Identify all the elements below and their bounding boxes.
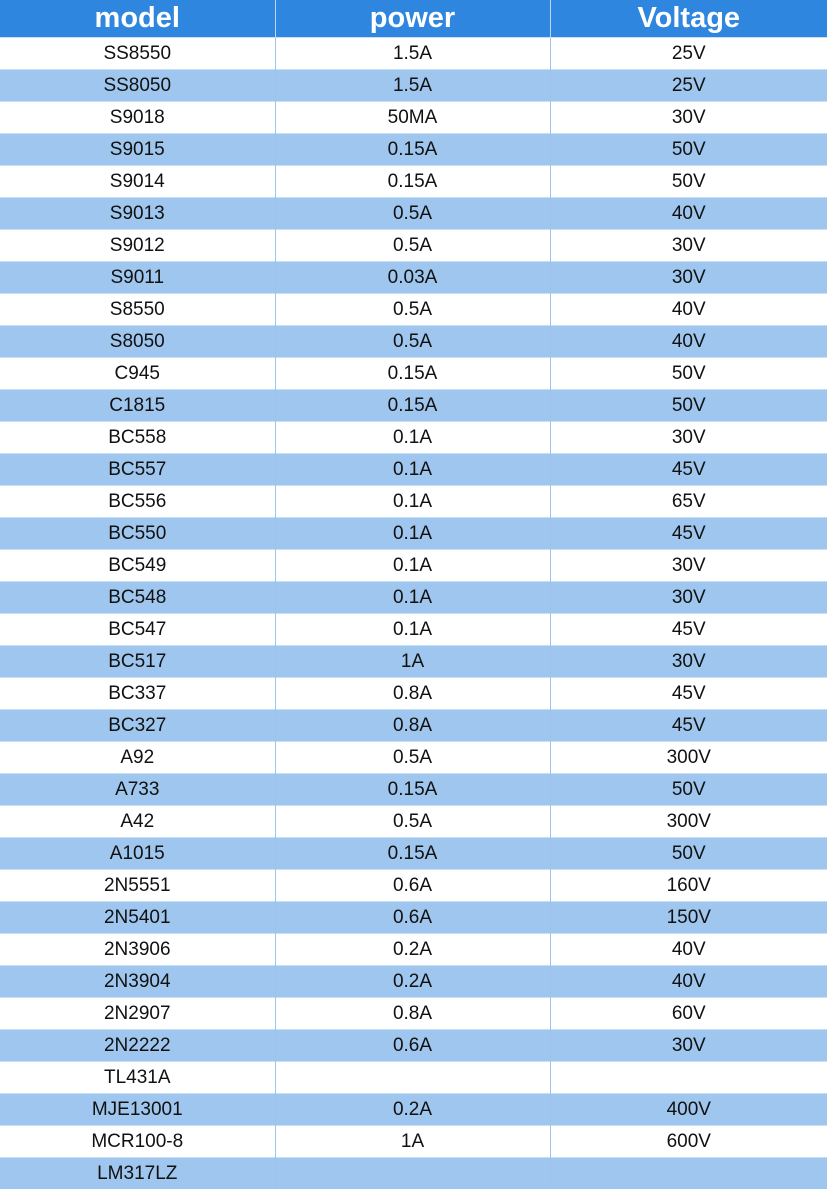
model-cell: C1815	[0, 390, 275, 422]
power-cell: 50MA	[275, 102, 550, 134]
model-cell: A92	[0, 742, 275, 774]
model-cell: S8050	[0, 326, 275, 358]
power-cell: 0.1A	[275, 486, 550, 518]
column-header-voltage: Voltage	[550, 0, 827, 38]
power-cell: 0.6A	[275, 870, 550, 902]
table-row	[0, 742, 827, 774]
power-cell: 1A	[275, 1126, 550, 1158]
model-cell: A42	[0, 806, 275, 838]
table-row	[0, 230, 827, 262]
voltage-cell: 30V	[550, 262, 827, 294]
voltage-cell: 300V	[550, 806, 827, 838]
power-cell: 0.5A	[275, 742, 550, 774]
voltage-cell: 50V	[550, 134, 827, 166]
voltage-cell: 50V	[550, 774, 827, 806]
voltage-cell: 30V	[550, 550, 827, 582]
model-cell: TL431A	[0, 1062, 275, 1094]
power-cell: 1.5A	[275, 38, 550, 70]
column-header-model: model	[0, 0, 275, 38]
voltage-cell: 160V	[550, 870, 827, 902]
power-cell: 0.15A	[275, 774, 550, 806]
table-row	[0, 70, 827, 102]
model-cell: SS8550	[0, 38, 275, 70]
power-cell: 0.15A	[275, 390, 550, 422]
power-cell: 0.6A	[275, 1030, 550, 1062]
power-cell: 0.5A	[275, 326, 550, 358]
power-cell: 0.15A	[275, 838, 550, 870]
power-cell: 1.5A	[275, 70, 550, 102]
table-row	[0, 38, 827, 70]
voltage-cell: 25V	[550, 70, 827, 102]
table-row	[0, 1030, 827, 1062]
voltage-cell	[550, 1062, 827, 1094]
table-row	[0, 102, 827, 134]
model-cell: 2N2907	[0, 998, 275, 1030]
voltage-cell: 45V	[550, 614, 827, 646]
model-cell: S9012	[0, 230, 275, 262]
model-cell: 2N5551	[0, 870, 275, 902]
power-cell	[275, 1158, 550, 1190]
voltage-cell	[550, 1158, 827, 1190]
power-cell: 0.15A	[275, 166, 550, 198]
table-row	[0, 870, 827, 902]
model-cell: BC550	[0, 518, 275, 550]
table-row	[0, 294, 827, 326]
table-row	[0, 678, 827, 710]
model-cell: BC549	[0, 550, 275, 582]
voltage-cell: 50V	[550, 358, 827, 390]
model-cell: BC327	[0, 710, 275, 742]
power-cell: 0.5A	[275, 294, 550, 326]
power-cell: 0.5A	[275, 806, 550, 838]
model-cell: S9015	[0, 134, 275, 166]
power-cell: 0.1A	[275, 550, 550, 582]
voltage-cell: 65V	[550, 486, 827, 518]
voltage-cell: 40V	[550, 294, 827, 326]
table-row	[0, 198, 827, 230]
voltage-cell: 30V	[550, 102, 827, 134]
table-header	[0, 0, 827, 38]
power-cell: 0.5A	[275, 198, 550, 230]
column-header-power: power	[275, 0, 550, 38]
table-row	[0, 806, 827, 838]
table-row	[0, 262, 827, 294]
table-row	[0, 550, 827, 582]
model-cell: MJE13001	[0, 1094, 275, 1126]
table-row	[0, 422, 827, 454]
voltage-cell: 150V	[550, 902, 827, 934]
voltage-cell: 40V	[550, 198, 827, 230]
table-row	[0, 710, 827, 742]
power-cell: 0.15A	[275, 358, 550, 390]
model-cell: A1015	[0, 838, 275, 870]
model-cell: BC558	[0, 422, 275, 454]
model-cell: C945	[0, 358, 275, 390]
voltage-cell: 30V	[550, 422, 827, 454]
model-cell: BC547	[0, 614, 275, 646]
model-cell: BC337	[0, 678, 275, 710]
table-row	[0, 966, 827, 998]
model-cell: S9018	[0, 102, 275, 134]
table-row	[0, 166, 827, 198]
model-cell: BC557	[0, 454, 275, 486]
table-row	[0, 1094, 827, 1126]
voltage-cell: 300V	[550, 742, 827, 774]
table-row	[0, 1126, 827, 1158]
model-cell: LM317LZ	[0, 1158, 275, 1190]
table-row	[0, 486, 827, 518]
voltage-cell: 600V	[550, 1126, 827, 1158]
voltage-cell: 40V	[550, 326, 827, 358]
power-cell: 0.2A	[275, 1094, 550, 1126]
table-row	[0, 838, 827, 870]
voltage-cell: 30V	[550, 1030, 827, 1062]
voltage-cell: 45V	[550, 710, 827, 742]
model-cell: BC517	[0, 646, 275, 678]
voltage-cell: 30V	[550, 582, 827, 614]
model-cell: BC548	[0, 582, 275, 614]
voltage-cell: 30V	[550, 230, 827, 262]
power-cell: 0.2A	[275, 934, 550, 966]
voltage-cell: 45V	[550, 518, 827, 550]
power-cell: 1A	[275, 646, 550, 678]
voltage-cell: 25V	[550, 38, 827, 70]
table-row	[0, 326, 827, 358]
table-row	[0, 390, 827, 422]
table-body	[0, 38, 827, 1190]
voltage-cell: 50V	[550, 838, 827, 870]
model-cell: MCR100-8	[0, 1126, 275, 1158]
table-row	[0, 1158, 827, 1190]
table-row	[0, 902, 827, 934]
power-cell: 0.1A	[275, 454, 550, 486]
power-cell	[275, 1062, 550, 1094]
voltage-cell: 40V	[550, 934, 827, 966]
voltage-cell: 30V	[550, 646, 827, 678]
table-row	[0, 774, 827, 806]
power-cell: 0.2A	[275, 966, 550, 998]
power-cell: 0.1A	[275, 614, 550, 646]
table-row	[0, 358, 827, 390]
model-cell: 2N2222	[0, 1030, 275, 1062]
power-cell: 0.8A	[275, 710, 550, 742]
model-cell: 2N5401	[0, 902, 275, 934]
table-row	[0, 518, 827, 550]
header-row	[0, 0, 827, 38]
table-row	[0, 934, 827, 966]
model-cell: 2N3906	[0, 934, 275, 966]
voltage-cell: 40V	[550, 966, 827, 998]
table-row	[0, 614, 827, 646]
voltage-cell: 45V	[550, 678, 827, 710]
power-cell: 0.15A	[275, 134, 550, 166]
power-cell: 0.6A	[275, 902, 550, 934]
model-cell: 2N3904	[0, 966, 275, 998]
voltage-cell: 50V	[550, 390, 827, 422]
table-row	[0, 134, 827, 166]
table-row	[0, 582, 827, 614]
table-row	[0, 646, 827, 678]
model-cell: SS8050	[0, 70, 275, 102]
model-cell: A733	[0, 774, 275, 806]
power-cell: 0.03A	[275, 262, 550, 294]
voltage-cell: 45V	[550, 454, 827, 486]
voltage-cell: 400V	[550, 1094, 827, 1126]
model-cell: S9014	[0, 166, 275, 198]
table-row	[0, 1062, 827, 1094]
power-cell: 0.8A	[275, 678, 550, 710]
voltage-cell: 50V	[550, 166, 827, 198]
power-cell: 0.1A	[275, 582, 550, 614]
model-cell: BC556	[0, 486, 275, 518]
power-cell: 0.1A	[275, 518, 550, 550]
power-cell: 0.1A	[275, 422, 550, 454]
power-cell: 0.8A	[275, 998, 550, 1030]
voltage-cell: 60V	[550, 998, 827, 1030]
model-cell: S9011	[0, 262, 275, 294]
table-row	[0, 454, 827, 486]
power-cell: 0.5A	[275, 230, 550, 262]
model-cell: S8550	[0, 294, 275, 326]
model-cell: S9013	[0, 198, 275, 230]
table-row	[0, 998, 827, 1030]
